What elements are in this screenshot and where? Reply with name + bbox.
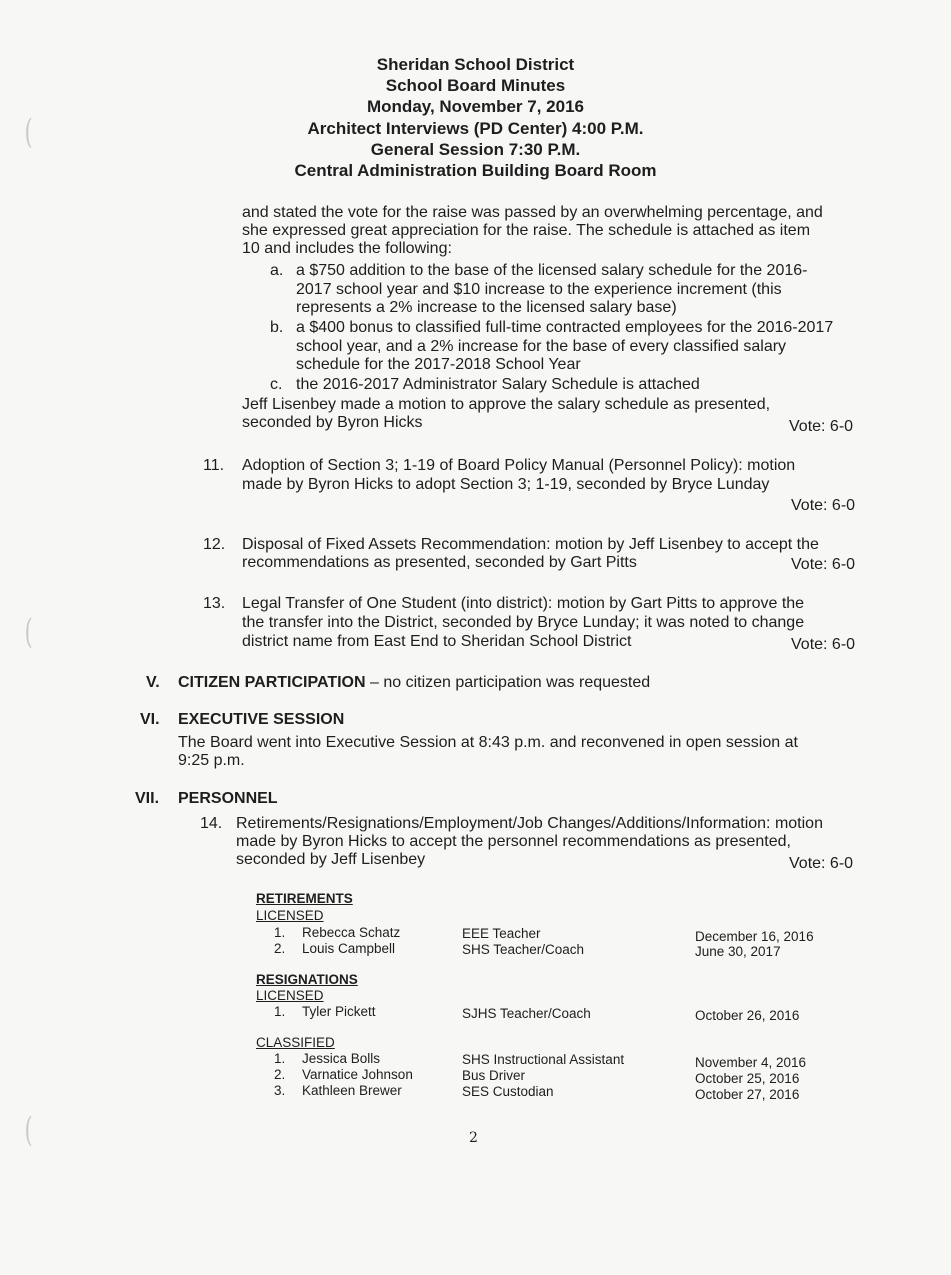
- item-line: Adoption of Section 3; 1-19 of Board Policy Manual (Personnel Policy): motion: [242, 457, 796, 474]
- paragraph-line: she expressed great appreciation for the raise. The schedule is attached as item: [242, 222, 811, 239]
- section-title: EXECUTIVE SESSION: [178, 711, 345, 728]
- effective-date: June 30, 2017: [695, 944, 781, 959]
- section-numeral: VI.: [140, 711, 160, 728]
- list-marker: b.: [270, 319, 284, 336]
- item-number: 12.: [203, 536, 226, 553]
- vote-result: Vote: 6-0: [791, 636, 856, 653]
- employee-position: EEE Teacher: [462, 926, 541, 941]
- section-line: [178, 674, 650, 692]
- employee-position: SHS Instructional Assistant: [462, 1052, 625, 1067]
- employee-name: Rebecca Schatz: [302, 925, 401, 940]
- list-item-line: the 2016-2017 Administrator Salary Schedule is attached: [296, 376, 700, 393]
- meeting-date: Monday, November 7, 2016: [367, 97, 584, 116]
- item-line: Legal Transfer of One Student (into district): motion by Gart Pitts to approve the: [242, 595, 805, 612]
- vote-result: Vote: 6-0: [791, 497, 856, 514]
- motion-line: seconded by Byron Hicks: [242, 414, 423, 431]
- paragraph-line: and stated the vote for the raise was passed by an overwhelming percentage, and: [242, 204, 823, 221]
- licensed-label: LICENSED: [256, 908, 324, 923]
- section-title: CITIZEN PARTICIPATION: [178, 674, 366, 691]
- item-line: made by Byron Hicks to accept the personnel recommendations as presented,: [236, 833, 791, 850]
- vote-result: Vote: 6-0: [791, 556, 856, 573]
- effective-date: December 16, 2016: [695, 929, 814, 944]
- page-number: 2: [469, 1130, 478, 1146]
- employee-position: SES Custodian: [462, 1084, 554, 1099]
- resignations-heading: RESIGNATIONS: [256, 972, 358, 987]
- employee-name: Varnatice Johnson: [302, 1067, 413, 1082]
- item-line: recommendations as presented, seconded by Gart Pitts: [242, 554, 637, 571]
- section-title: PERSONNEL: [178, 790, 278, 807]
- employee-name: Tyler Pickett: [302, 1004, 376, 1019]
- item-line: seconded by Jeff Lisenbey: [236, 851, 426, 868]
- employee-name: Kathleen Brewer: [302, 1083, 402, 1098]
- section-line: 9:25 p.m.: [178, 752, 245, 769]
- effective-date: October 27, 2016: [695, 1087, 800, 1102]
- section-numeral: V.: [146, 674, 160, 691]
- retirements-heading: RETIREMENTS: [256, 891, 353, 906]
- session-time: General Session 7:30 P.M.: [370, 140, 581, 159]
- item-line: district name from East End to Sheridan School District: [242, 633, 632, 650]
- document-title: School Board Minutes: [385, 76, 566, 95]
- section-text: – no citizen participation was requested: [365, 674, 651, 691]
- classified-label: CLASSIFIED: [256, 1035, 335, 1050]
- punch-hole-mark: (: [24, 612, 33, 652]
- licensed-label: LICENSED: [256, 988, 324, 1003]
- list-item-line: 2017 school year and $10 increase to the experience increment (this: [296, 281, 782, 298]
- list-marker: c.: [270, 376, 283, 393]
- punch-hole-mark: (: [24, 112, 33, 152]
- list-item-line: schedule for the 2017-2018 School Year: [296, 356, 581, 373]
- interview-time: Architect Interviews (PD Center) 4:00 P.M.: [307, 119, 644, 138]
- item-number: 13.: [203, 595, 226, 612]
- row-number: 1.: [274, 925, 286, 940]
- employee-position: Bus Driver: [462, 1068, 526, 1083]
- motion-line: Jeff Lisenbey made a motion to approve the salary schedule as presented,: [242, 396, 771, 413]
- row-number: 3.: [274, 1083, 286, 1098]
- district-name: Sheridan School District: [376, 55, 575, 74]
- vote-result: Vote: 6-0: [789, 855, 854, 872]
- employee-name: Louis Campbell: [302, 941, 396, 956]
- punch-hole-mark: (: [24, 1110, 33, 1150]
- item-line: the transfer into the District, seconded by Bryce Lunday; it was noted to change: [242, 614, 805, 631]
- employee-position: SHS Teacher/Coach: [462, 942, 585, 957]
- row-number: 1.: [274, 1004, 286, 1019]
- item-line: Disposal of Fixed Assets Recommendation: motion by Jeff Lisenbey to accept the: [242, 536, 819, 553]
- paragraph-line: 10 and includes the following:: [242, 240, 452, 257]
- item-number: 11.: [203, 457, 225, 474]
- item-line: Retirements/Resignations/Employment/Job Changes/Additions/Information: motion: [236, 815, 823, 832]
- effective-date: October 26, 2016: [695, 1008, 800, 1023]
- list-item-line: represents a 2% increase to the licensed salary base): [296, 299, 677, 316]
- list-item-line: a $750 addition to the base of the licensed salary schedule for the 2016-: [296, 262, 808, 279]
- row-number: 1.: [274, 1051, 286, 1066]
- row-number: 2.: [274, 941, 286, 956]
- list-item-line: school year, and a 2% increase for the base of every classified salary: [296, 338, 787, 355]
- section-numeral: VII.: [135, 790, 160, 807]
- vote-result: Vote: 6-0: [789, 418, 854, 435]
- effective-date: October 25, 2016: [695, 1071, 800, 1086]
- list-marker: a.: [270, 262, 284, 279]
- list-item-line: a $400 bonus to classified full-time contracted employees for the 2016-2017: [296, 319, 834, 336]
- employee-name: Jessica Bolls: [302, 1051, 381, 1066]
- meeting-location: Central Administration Building Board Room: [294, 161, 657, 180]
- item-number: 14.: [200, 815, 223, 832]
- effective-date: November 4, 2016: [695, 1055, 807, 1070]
- employee-position: SJHS Teacher/Coach: [462, 1006, 591, 1021]
- section-line: The Board went into Executive Session at 8:43 p.m. and reconvened in open session at: [178, 734, 798, 751]
- row-number: 2.: [274, 1067, 286, 1082]
- item-line: made by Byron Hicks to adopt Section 3; 1-19, seconded by Bryce Lunday: [242, 476, 770, 493]
